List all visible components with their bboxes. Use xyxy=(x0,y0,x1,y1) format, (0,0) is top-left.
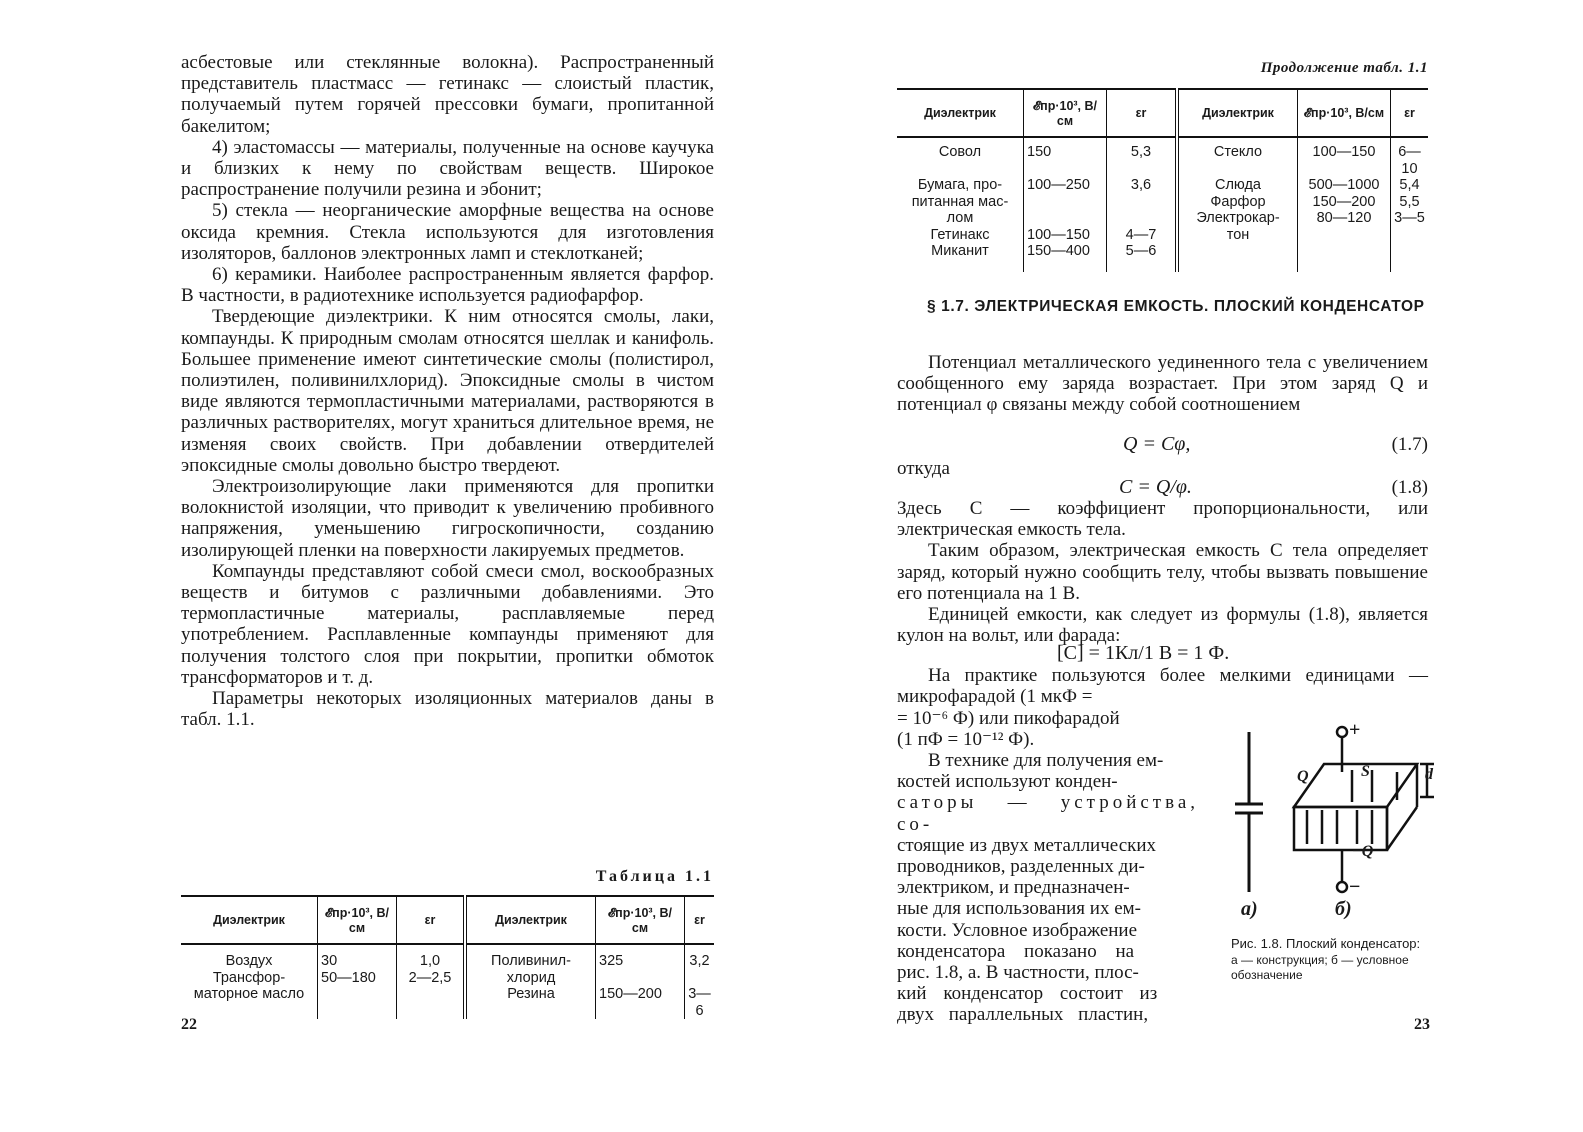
minus-terminal-label: − xyxy=(1349,876,1361,898)
table-header: εr xyxy=(1391,89,1429,137)
charge-q-label: Q xyxy=(1297,768,1309,785)
para-line: костей используют конден- xyxy=(897,771,1118,793)
table-cell: 100—250 xyxy=(1024,177,1107,194)
table-cell: 3,6 xyxy=(1107,177,1178,194)
table-header: Диэлектрик xyxy=(897,89,1024,137)
right-body-text-top xyxy=(897,352,1428,416)
table-cell: Фарфор xyxy=(1177,194,1298,211)
right-body-text-low xyxy=(897,665,1428,707)
table-cell xyxy=(397,986,466,1019)
page-number: 23 xyxy=(1414,1016,1430,1033)
table-cell: 1,0 xyxy=(397,944,466,970)
para-line: двух параллельных пластин, xyxy=(897,1004,1149,1026)
paragraph: Единицей емкости, как следует из формулы (1.8), является кулон на вольт, или фарада: xyxy=(897,604,1428,647)
table-cell: 5—6 xyxy=(1107,243,1178,272)
paragraph: Электроизолирующие лаки применяются для пропитки волокнистой изоляции, что приводит к увеличению пробивного напряжения, уменьшению гигроскопичности, созданию изолирующей пленки на поверхности лакируемых предметов. xyxy=(181,476,714,561)
table-cell xyxy=(318,986,397,1019)
para-line: стоящие из двух металлических xyxy=(897,834,1157,856)
equation-number: (1.8) xyxy=(1391,477,1428,498)
table-header: Диэлектрик xyxy=(465,896,596,944)
plate-capacitor-drawing xyxy=(1294,727,1434,892)
table-cell: лом xyxy=(946,210,974,226)
table-cell xyxy=(1298,243,1391,272)
table-header: 𝓔пр·10³, В/см xyxy=(596,896,685,944)
para-line: В технике для получения ем- xyxy=(928,750,1164,771)
table-cell: 500—1000 xyxy=(1298,177,1391,194)
table-header: εr xyxy=(397,896,466,944)
paragraph: Потенциал металлического уединенного тела с увеличением сообщенного ему заряда возрастает. При этом заряд Q и потенциал φ связаны между собой соотношением xyxy=(897,352,1428,416)
charge-neg-q-label: −Q xyxy=(1352,843,1374,860)
table-cell: 5,3 xyxy=(1107,137,1178,177)
table-row xyxy=(897,210,1428,227)
para-line: кости. Условное изображение xyxy=(897,919,1138,941)
table-header: Диэлектрик xyxy=(1177,89,1298,137)
dielectric-table-left xyxy=(181,895,714,1019)
formula-farad: [C] = 1Кл/1 В = 1 Ф. xyxy=(1057,642,1230,664)
table-cell: 5,5 xyxy=(1391,194,1429,211)
table-cell: Воздух xyxy=(225,953,273,969)
para-line: конденсатора показано на xyxy=(897,940,1135,962)
left-body-text xyxy=(181,52,714,731)
table-header: 𝓔пр·10³, В/см xyxy=(318,896,397,944)
plus-terminal-label: + xyxy=(1349,719,1361,741)
paragraph: асбестовые или стеклянные волокна). Распространенный представитель пластмасс — гетинакс — слоистый пластик, получаемый путем горячей прессовки бумаги, пропитанной бакелитом; xyxy=(181,52,714,137)
table-caption: Таблица 1.1 xyxy=(595,868,714,885)
distance-d-label: d xyxy=(1425,766,1433,783)
table-cell: 80—120 xyxy=(1298,210,1391,227)
paragraph: Компаунды представляют собой смеси смол, воскообразных веществ и битумов с различными добавлениями. Это термопластичные материалы, расплавляемые перед употреблением. Расплавленные компаунды применяют для получения толстого слоя при покрытии, пропитки обмоток трансформаторов и т. д. xyxy=(181,560,714,688)
table-cell: хлорид xyxy=(465,970,596,987)
table-cell: 100—150 xyxy=(1298,137,1391,177)
table-cell xyxy=(1391,243,1429,272)
table-cell: Электрокар- xyxy=(1177,210,1298,227)
table-cell: 2—2,5 xyxy=(397,970,466,987)
paragraph: На практике пользуются более мелкими единицами — микрофарадой (1 мкФ = xyxy=(897,665,1428,708)
table-cell: 3—6 xyxy=(685,986,715,1019)
table-cell: 150—400 xyxy=(1024,243,1107,272)
table-cell: 150—200 xyxy=(1298,194,1391,211)
table-cell: Поливинил- xyxy=(465,944,596,970)
table-cell: 3,2 xyxy=(685,944,715,970)
page-number: 22 xyxy=(181,1016,197,1033)
table-cell: Стекло xyxy=(1177,137,1298,177)
capacitor-paragraph xyxy=(897,750,1199,1026)
table-cell: Гетинакс xyxy=(930,226,990,243)
table-cell: 30 xyxy=(318,944,397,970)
table-cell: 150—200 xyxy=(596,986,685,1019)
paragraph: Параметры некоторых изоляционных материалов даны в табл. 1.1. xyxy=(181,688,714,731)
table-cell: 325 xyxy=(596,944,685,970)
table-cell: 3—5 xyxy=(1391,210,1429,227)
para-line: проводников, разделенных ди- xyxy=(897,856,1145,878)
table-cell xyxy=(1107,210,1178,227)
para-line: рис. 1.8, а. В частности, плос- xyxy=(897,962,1139,984)
para-line: (1 пФ = 10⁻¹² Ф). xyxy=(897,729,1035,750)
table-cell xyxy=(1024,210,1107,227)
section-heading: § 1.7. ЭЛЕКТРИЧЕСКАЯ ЕМКОСТЬ. ПЛОСКИЙ КОНДЕНСАТОР xyxy=(927,298,1425,315)
figure-caption-body: а — конструкция; б — условное обозначение xyxy=(1231,953,1409,982)
para-line: саторы — устройства, со- xyxy=(897,792,1199,835)
table-cell: 5,4 xyxy=(1391,177,1429,194)
figure-label-b: б) xyxy=(1335,898,1352,920)
table-cell xyxy=(1298,227,1391,244)
dielectric-table-right xyxy=(897,88,1428,272)
paragraph: Таким образом, электрическая емкость C тела определяет заряд, который нужно сообщить телу, чтобы вызвать повышение его потенциала на 1 В. xyxy=(897,540,1428,604)
right-page xyxy=(897,0,1432,1132)
paragraph: Здесь C — коэффициент пропорциональности, или электрическая емкость тела. xyxy=(897,498,1428,541)
table-cell: 4—7 xyxy=(1107,227,1178,244)
table-cell xyxy=(596,970,685,987)
table-header: 𝓔пр·10³, В/см xyxy=(1024,89,1107,137)
capacitor-symbol xyxy=(1235,732,1263,892)
table-row xyxy=(181,944,714,970)
table-row xyxy=(897,177,1428,194)
table-cell: питанная мас- xyxy=(911,193,1009,210)
table-cell: Миканит xyxy=(931,243,989,259)
paragraph: 4) эластомассы — материалы, полученные на основе каучука и близких к нему по свойствам веществ. Широкое распространение получили резина и эбонит; xyxy=(181,136,714,201)
paragraph: 6) керамики. Наиболее распространенным является фарфор. В частности, в радиотехнике используется радиофарфор. xyxy=(181,264,714,307)
table-cell xyxy=(1024,194,1107,211)
capacitor-figure xyxy=(1222,722,1437,927)
equation-number: (1.7) xyxy=(1391,434,1428,455)
paragraph: Твердеющие диэлектрики. К ним относятся смолы, лаки, компаунды. К природным смолам относятся шеллак и канифоль. Большее применение имеют синтетические смолы (полистирол, полиэтилен, поливинилхлорид). Эпоксидные смолы в чистом виде являются термопластичными материалами, растворяются в различных растворителях, могут храниться длительное время, не изменяя своих свойств. При добавлении отвердителей эпоксидные смолы довольно быстро твердеют. xyxy=(181,306,714,476)
figure-caption xyxy=(1231,936,1437,983)
table-header: εr xyxy=(685,896,715,944)
table-cell: Резина xyxy=(465,986,596,1019)
figure-label-a: а) xyxy=(1241,898,1258,920)
table-row xyxy=(897,227,1428,244)
figure-caption-title: Рис. 1.8. Плоский конденсатор: xyxy=(1231,936,1421,951)
otkuda-text: откуда xyxy=(897,458,950,479)
table-cell xyxy=(1177,243,1298,272)
table-row xyxy=(897,243,1428,272)
table-cell xyxy=(1107,194,1178,211)
formula-1-7: Q = Cφ, xyxy=(1123,433,1191,455)
table-cell: 150 xyxy=(1024,137,1107,177)
para-line: кий конденсатор состоит из xyxy=(897,983,1158,1005)
table-cell: Слюда xyxy=(1177,177,1298,194)
table-row xyxy=(181,970,714,987)
table-header: 𝓔пр·10³, В/см xyxy=(1298,89,1391,137)
table-cell: Трансфор- xyxy=(212,969,286,986)
table-row xyxy=(897,137,1428,177)
left-page xyxy=(181,0,716,1132)
table-cell: 100—150 xyxy=(1024,227,1107,244)
table-cell xyxy=(1391,227,1429,244)
table-cell: 6—10 xyxy=(1391,137,1429,177)
table-caption: Продолжение табл. 1.1 xyxy=(1260,60,1428,76)
right-body-text-mid xyxy=(897,498,1428,646)
table-cell: тон xyxy=(1177,227,1298,244)
table-header: εr xyxy=(1107,89,1178,137)
table-cell: Совол xyxy=(938,144,982,160)
table-cell: 50—180 xyxy=(318,970,397,987)
paragraph: 5) стекла — неорганические аморфные вещества на основе оксида кремния. Стекла используются для изготовления изоляторов, баллонов электронных ламп и стеклотканей; xyxy=(181,200,714,264)
table-row xyxy=(181,986,714,1019)
para-line: ные для использования их ем- xyxy=(897,898,1141,920)
table-row xyxy=(897,194,1428,211)
para-line: = 10⁻⁶ Ф) или пикофарадой xyxy=(897,708,1120,729)
para-line: электриком, и предназначен- xyxy=(897,877,1130,899)
area-s-label: S xyxy=(1361,763,1370,780)
formula-1-8: C = Q/φ. xyxy=(1119,476,1192,498)
table-header: Диэлектрик xyxy=(181,896,318,944)
table-cell: маторное масло xyxy=(193,986,305,1002)
table-cell xyxy=(685,970,715,987)
table-cell: Бумага, про- xyxy=(917,177,1003,193)
